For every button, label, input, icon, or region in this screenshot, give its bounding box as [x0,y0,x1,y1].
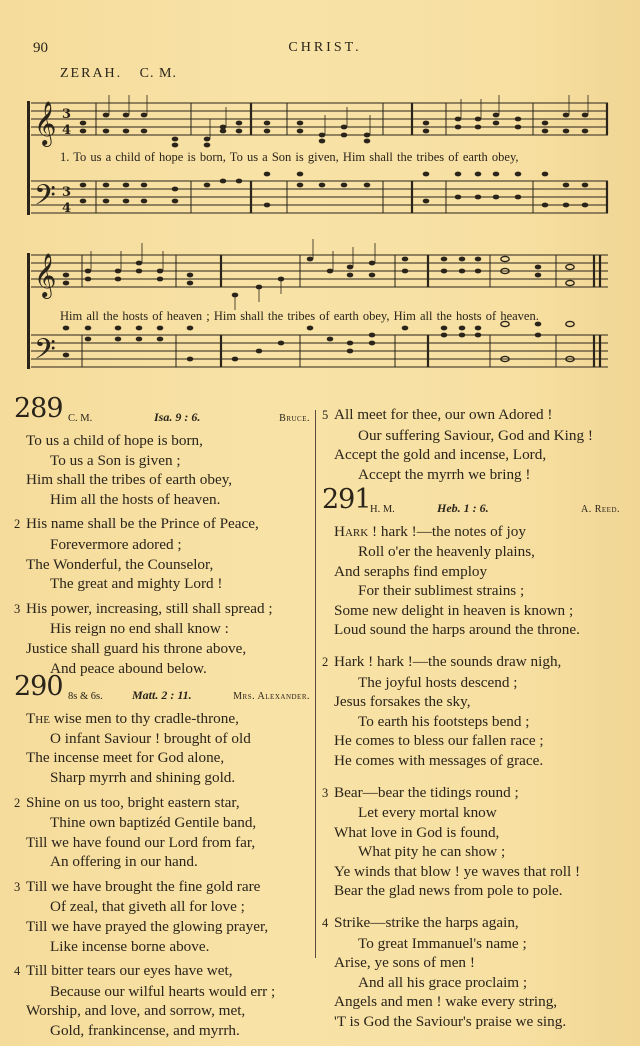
stanza-number: 5 [322,408,329,422]
hymn-author: A. Reed. [581,504,620,516]
verse-line: The wise men to thy cradle-throne, [26,710,239,728]
verse-line: Hark ! hark !—the notes of joy [334,523,526,541]
verse-line: Some new delight in heaven is known ; [334,601,574,619]
verse-line: Worship, and love, and sorrow, met, [26,1002,246,1020]
verse-line: To us a Son is given ; [50,451,181,469]
verse-line: Of zeal, that giveth all for love ; [50,898,245,916]
verse-line: He comes with messages of grace. [334,751,544,769]
svg-text:4: 4 [62,201,72,216]
verse-line: 3 His power, increasing, still shall spread ; [14,599,310,620]
hymn-290 [14,671,310,1041]
lyric-line-1: 1. To us a child of hope is born, To us a Son is given, Him shall the tribes of earth obey, [60,150,519,164]
stanza [322,913,632,1032]
hymn-author: Bruce. [279,413,310,424]
verse-line: O infant Saviour ! brought of old [50,729,251,747]
staff-notation-icon [0,0,640,400]
verse-line: 5 All meet for thee, our own Adored ! [322,405,632,426]
hymn-meter: C. M. [68,413,93,424]
verse-line: What pity he can show ; [358,843,506,861]
verse-line: Arise, ye sons of men ! [334,954,475,972]
verse-line: Accept the gold and incense, Lord, [334,446,547,464]
stanza-number: 2 [14,795,21,810]
verse-line: The Wonderful, the Counselor, [26,555,214,573]
drop-word: Hark [334,523,369,541]
stanza-number: 3 [14,601,21,616]
verse-line: Jesus forsakes the sky, [334,693,471,711]
stanza [14,599,310,678]
stanza [14,709,310,787]
drop-word: The [26,710,50,728]
stanza-number: 3 [322,785,329,800]
stanza [14,961,310,1040]
hymn-number: 289 [14,393,63,424]
hymn-number: 291 [322,484,371,516]
verse-line: To earth his footsteps bend ; [358,712,530,730]
verse-line: Him shall the tribes of earth obey, [26,471,233,489]
lyric-line-2: Him all the hosts of heaven ; Him shall the tribes of earth obey, Him all the hosts of heaven. [60,309,539,323]
verse-line: Our suffering Saviour, God and King ! [358,426,593,444]
verse-line: An offering in our hand. [50,853,198,871]
stanza [14,793,310,872]
page-number: 90 [33,40,48,56]
hymn-scripture-ref: Matt. 2 : 11. [132,688,192,703]
verse-line: And seraphs find employ [334,562,488,580]
music-score [0,0,640,400]
verse-line: Him all the hosts of heaven. [50,490,221,508]
verse-line: Till we have prayed the glowing prayer, [26,918,269,936]
verse-line: Forevermore adored ; [50,535,182,553]
stanza [14,431,310,509]
verse-line: And all his grace proclaim ; [358,973,528,991]
verse-line: 3 Bear—bear the tidings round ; [322,783,632,804]
svg-text:𝄞: 𝄞 [34,101,57,145]
verse-line: For their sublimest strains ; [358,582,525,600]
verse-line: The great and mighty Lord ! [50,575,223,593]
svg-text:3: 3 [62,107,72,122]
svg-text:𝄞: 𝄞 [34,253,57,297]
verse-line: To us a child of hope is born, [26,432,203,449]
verse-line: His reign no end shall know : [50,620,229,638]
verse-line: Gold, frankincense, and myrrh. [50,1022,240,1040]
hymn-meter: H. M. [370,504,395,516]
stanza-number: 4 [14,964,21,979]
verse-line: 'T is God the Saviour's praise we sing. [334,1013,567,1031]
stanza [322,405,632,484]
verse-line: The incense meet for God alone, [26,749,225,767]
stanza [14,877,310,956]
verse-line: He comes to bless our fallen race ; [334,732,544,750]
verse-line: Because our wilful hearts would err ; [50,982,276,1000]
verse-line: What love in God is found, [334,823,500,841]
stanza [14,514,310,593]
stanza-number: 4 [322,916,329,931]
stanza [322,652,632,771]
verse-line: 2 His name shall be the Prince of Peace, [14,514,310,535]
left-column [14,393,310,1046]
stanza-number: 3 [14,879,21,894]
hymn-header [322,484,632,522]
section-title: CHRIST. [288,40,362,55]
hymn-meter: 8s & 6s. [68,691,103,703]
verse-line: Loud sound the harps around the throne. [334,621,580,639]
stanza-number: 2 [14,517,21,532]
stanza [322,522,632,640]
verse-line: And peace abound below. [50,659,207,677]
verse-line: The joyful hosts descend ; [358,673,518,691]
verse-line: 2 Shine on us too, bright eastern star, [14,793,310,814]
verse-line: 2 Hark ! hark !—the sounds draw nigh, [322,652,632,673]
verse-line: To great Immanuel's name ; [358,934,527,952]
verse-line: Ye winds that blow ! ye waves that roll ! [334,862,581,880]
verse-line: Like incense borne above. [50,937,210,955]
svg-text:𝄢: 𝄢 [34,333,56,373]
verse-line: 3 Till we have brought the fine gold rare [14,877,310,898]
hymn-289 [14,393,310,678]
hymn-291 [322,484,632,1031]
hymn-scripture-ref: Isa. 9 : 6. [154,410,201,424]
verse-line: Sharp myrrh and shining gold. [50,768,236,786]
hymn-author: Mrs. Alexander. [233,691,310,703]
verse-line: Roll o'er the heavenly plains, [358,542,535,560]
verse-line: Let every mortal know [358,804,497,822]
right-column [322,405,632,1037]
svg-text:3: 3 [62,185,72,200]
verse-line: Bear the glad news from pole to pole. [334,882,563,900]
verse-line: Angels and men ! wake every string, [334,993,558,1011]
svg-text:𝄢: 𝄢 [34,179,56,219]
column-divider [315,410,316,958]
hymn-scripture-ref: Heb. 1 : 6. [437,501,489,516]
stanza-number: 2 [322,654,329,669]
verse-line: Till we have found our Lord from far, [26,833,256,851]
tune-name: ZERAH. [60,66,123,81]
verse-line: 4 Till bitter tears our eyes have wet, [14,961,310,982]
hymn-number: 290 [14,671,63,703]
hymn-header [14,393,310,431]
verse-line: 4 Strike—strike the harps again, [322,913,632,934]
stanza [322,783,632,902]
verse-line: Thine own baptizéd Gentile band, [50,814,257,832]
tune-meter: C. M. [139,66,177,81]
verse-line: Justice shall guard his throne above, [26,639,247,657]
verse-line: Accept the myrrh we bring ! [358,465,531,483]
hymn-header [14,671,310,709]
svg-text:4: 4 [62,123,72,138]
